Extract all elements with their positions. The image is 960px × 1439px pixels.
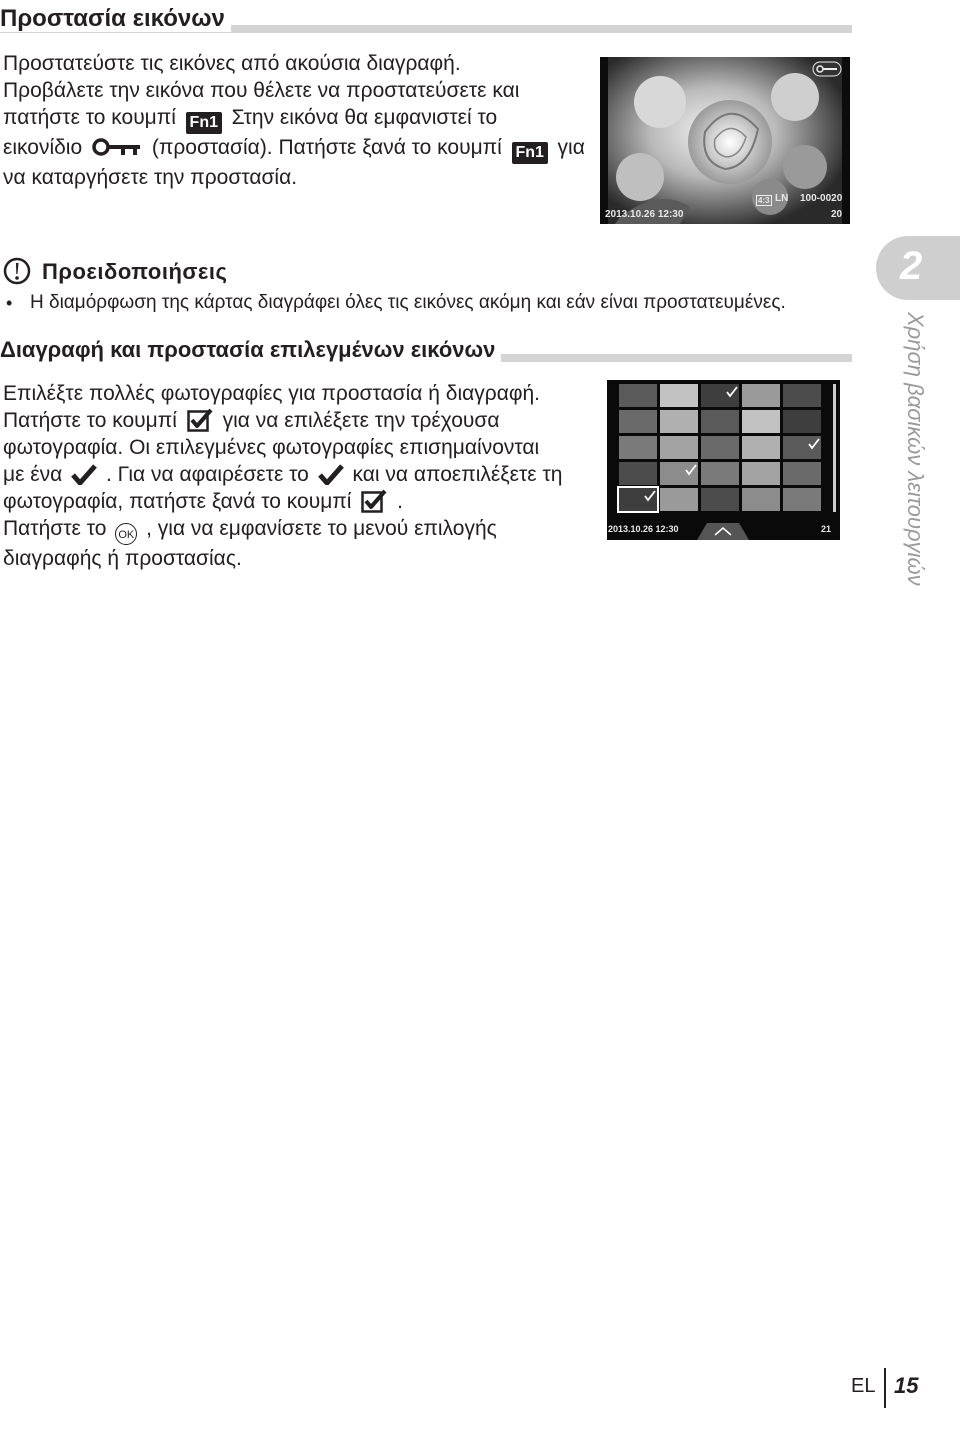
thumbnail bbox=[660, 488, 698, 511]
page-number: 15 bbox=[894, 1373, 919, 1398]
frame-number: 21 bbox=[821, 524, 832, 534]
section2-paragraph bbox=[3, 380, 562, 572]
fn1-button-icon: Fn1 bbox=[186, 112, 222, 134]
para-line: Επιλέξτε πολλές φωτογραφίες για προστασία ή διαγραφή. bbox=[3, 382, 540, 405]
section-protect-heading bbox=[0, 4, 852, 34]
para-line bbox=[3, 407, 562, 434]
thumbnail bbox=[701, 436, 739, 459]
ok-button-icon: OK bbox=[115, 523, 137, 545]
text: . Για να αφαιρέσετε το bbox=[106, 463, 309, 486]
thumbnail bbox=[701, 462, 739, 485]
thumbnail-grid bbox=[607, 380, 840, 540]
section-select-heading bbox=[0, 336, 852, 366]
thumbnail bbox=[701, 384, 739, 407]
thumbnail bbox=[742, 384, 780, 407]
warning-bullet: • bbox=[6, 293, 13, 313]
text: Πατήστε το κουμπί bbox=[3, 409, 177, 432]
thumbnail bbox=[742, 488, 780, 511]
section1-paragraph bbox=[3, 50, 585, 191]
para-line: Προστατεύστε τις εικόνες από ακούσια διαγραφή. bbox=[3, 52, 461, 75]
section-title: Προστασία εικόνων bbox=[0, 5, 231, 32]
thumbnail bbox=[742, 462, 780, 485]
language-code: EL bbox=[851, 1375, 876, 1397]
date-time: 2013.10.26 12:30 bbox=[608, 524, 679, 534]
select-checkbox-button-icon bbox=[187, 408, 213, 432]
para-line: να καταργήσετε την προστασία. bbox=[3, 166, 298, 189]
thumbnail bbox=[701, 488, 739, 511]
camera-screen-index bbox=[607, 380, 840, 540]
text: (προστασία). Πατήστε ξανά το κουμπί bbox=[151, 136, 502, 159]
protect-key-icon bbox=[92, 136, 142, 158]
chapter-number: 2 bbox=[900, 244, 923, 288]
para-line bbox=[3, 461, 562, 488]
camera-screen-single bbox=[600, 57, 850, 224]
text: για να επιλέξετε την τρέχουσα bbox=[222, 409, 500, 432]
text: πατήστε το κουμπί bbox=[3, 106, 176, 129]
thumbnail bbox=[619, 410, 657, 433]
text: με ένα bbox=[3, 463, 63, 486]
text: Στην εικόνα θα εμφανιστεί το bbox=[231, 106, 498, 129]
thumbnail bbox=[783, 384, 821, 407]
date-time: 2013.10.26 12:30 bbox=[605, 209, 684, 220]
protect-key-icon bbox=[812, 61, 842, 77]
thumbnail bbox=[660, 436, 698, 459]
scroll-up-tab bbox=[697, 523, 749, 540]
aspect-badge: 4:3 bbox=[758, 196, 770, 205]
scrollbar bbox=[833, 384, 836, 512]
checkmark-icon bbox=[318, 463, 344, 485]
fn1-button-icon: Fn1 bbox=[512, 142, 548, 164]
thumbnail bbox=[660, 410, 698, 433]
para-line bbox=[3, 104, 585, 134]
para-line bbox=[3, 515, 562, 545]
warning-title: Προειδοποιήσεις bbox=[42, 259, 228, 284]
frame-number: 20 bbox=[831, 209, 843, 220]
thumbnail bbox=[783, 462, 821, 485]
text: , για να εμφανίσετε το μενού επιλογής bbox=[146, 517, 497, 540]
file-number: 100-0020 bbox=[800, 193, 843, 204]
thumbnail bbox=[783, 488, 821, 511]
thumbnail bbox=[619, 436, 657, 459]
text: . bbox=[397, 490, 403, 513]
thumbnail bbox=[742, 410, 780, 433]
warning-text: Η διαμόρφωση της κάρτας διαγράφει όλες τις εικόνες ακόμη και εάν είναι προστατευμένες. bbox=[30, 292, 786, 313]
text: και να αποεπιλέξετε τη bbox=[352, 463, 563, 486]
section-title: Διαγραφή και προστασία επιλεγμένων εικόνων bbox=[0, 337, 501, 362]
exclamation-circle-icon bbox=[3, 257, 31, 285]
thumbnail bbox=[783, 410, 821, 433]
text: εικονίδιο bbox=[3, 136, 83, 159]
text: για bbox=[557, 136, 585, 159]
para-line: διαγραφής ή προστασίας. bbox=[3, 547, 242, 570]
thumbnail bbox=[619, 384, 657, 407]
para-line: φωτογραφία. Οι επιλεγμένες φωτογραφίες επισημαίνονται bbox=[3, 436, 540, 459]
chapter-label: Χρήση βασικών λειτουργιών bbox=[903, 312, 928, 586]
text: φωτογραφία, πατήστε ξανά το κουμπί bbox=[3, 490, 352, 513]
thumbnail bbox=[619, 462, 657, 485]
para-line: Προβάλετε την εικόνα που θέλετε να προστατεύσετε και bbox=[3, 79, 520, 102]
thumbnail bbox=[619, 488, 657, 511]
thumbnail bbox=[701, 410, 739, 433]
thumbnail bbox=[660, 384, 698, 407]
para-line bbox=[3, 488, 562, 515]
para-line bbox=[3, 134, 585, 164]
checkmark-icon bbox=[71, 463, 97, 485]
quality-badge: LN bbox=[775, 193, 789, 204]
text: Πατήστε το bbox=[3, 517, 107, 540]
thumbnail bbox=[742, 436, 780, 459]
thumbnail bbox=[660, 462, 698, 485]
thumbnail bbox=[783, 436, 821, 459]
select-checkbox-button-icon bbox=[361, 489, 387, 513]
footer-divider bbox=[884, 1368, 886, 1408]
